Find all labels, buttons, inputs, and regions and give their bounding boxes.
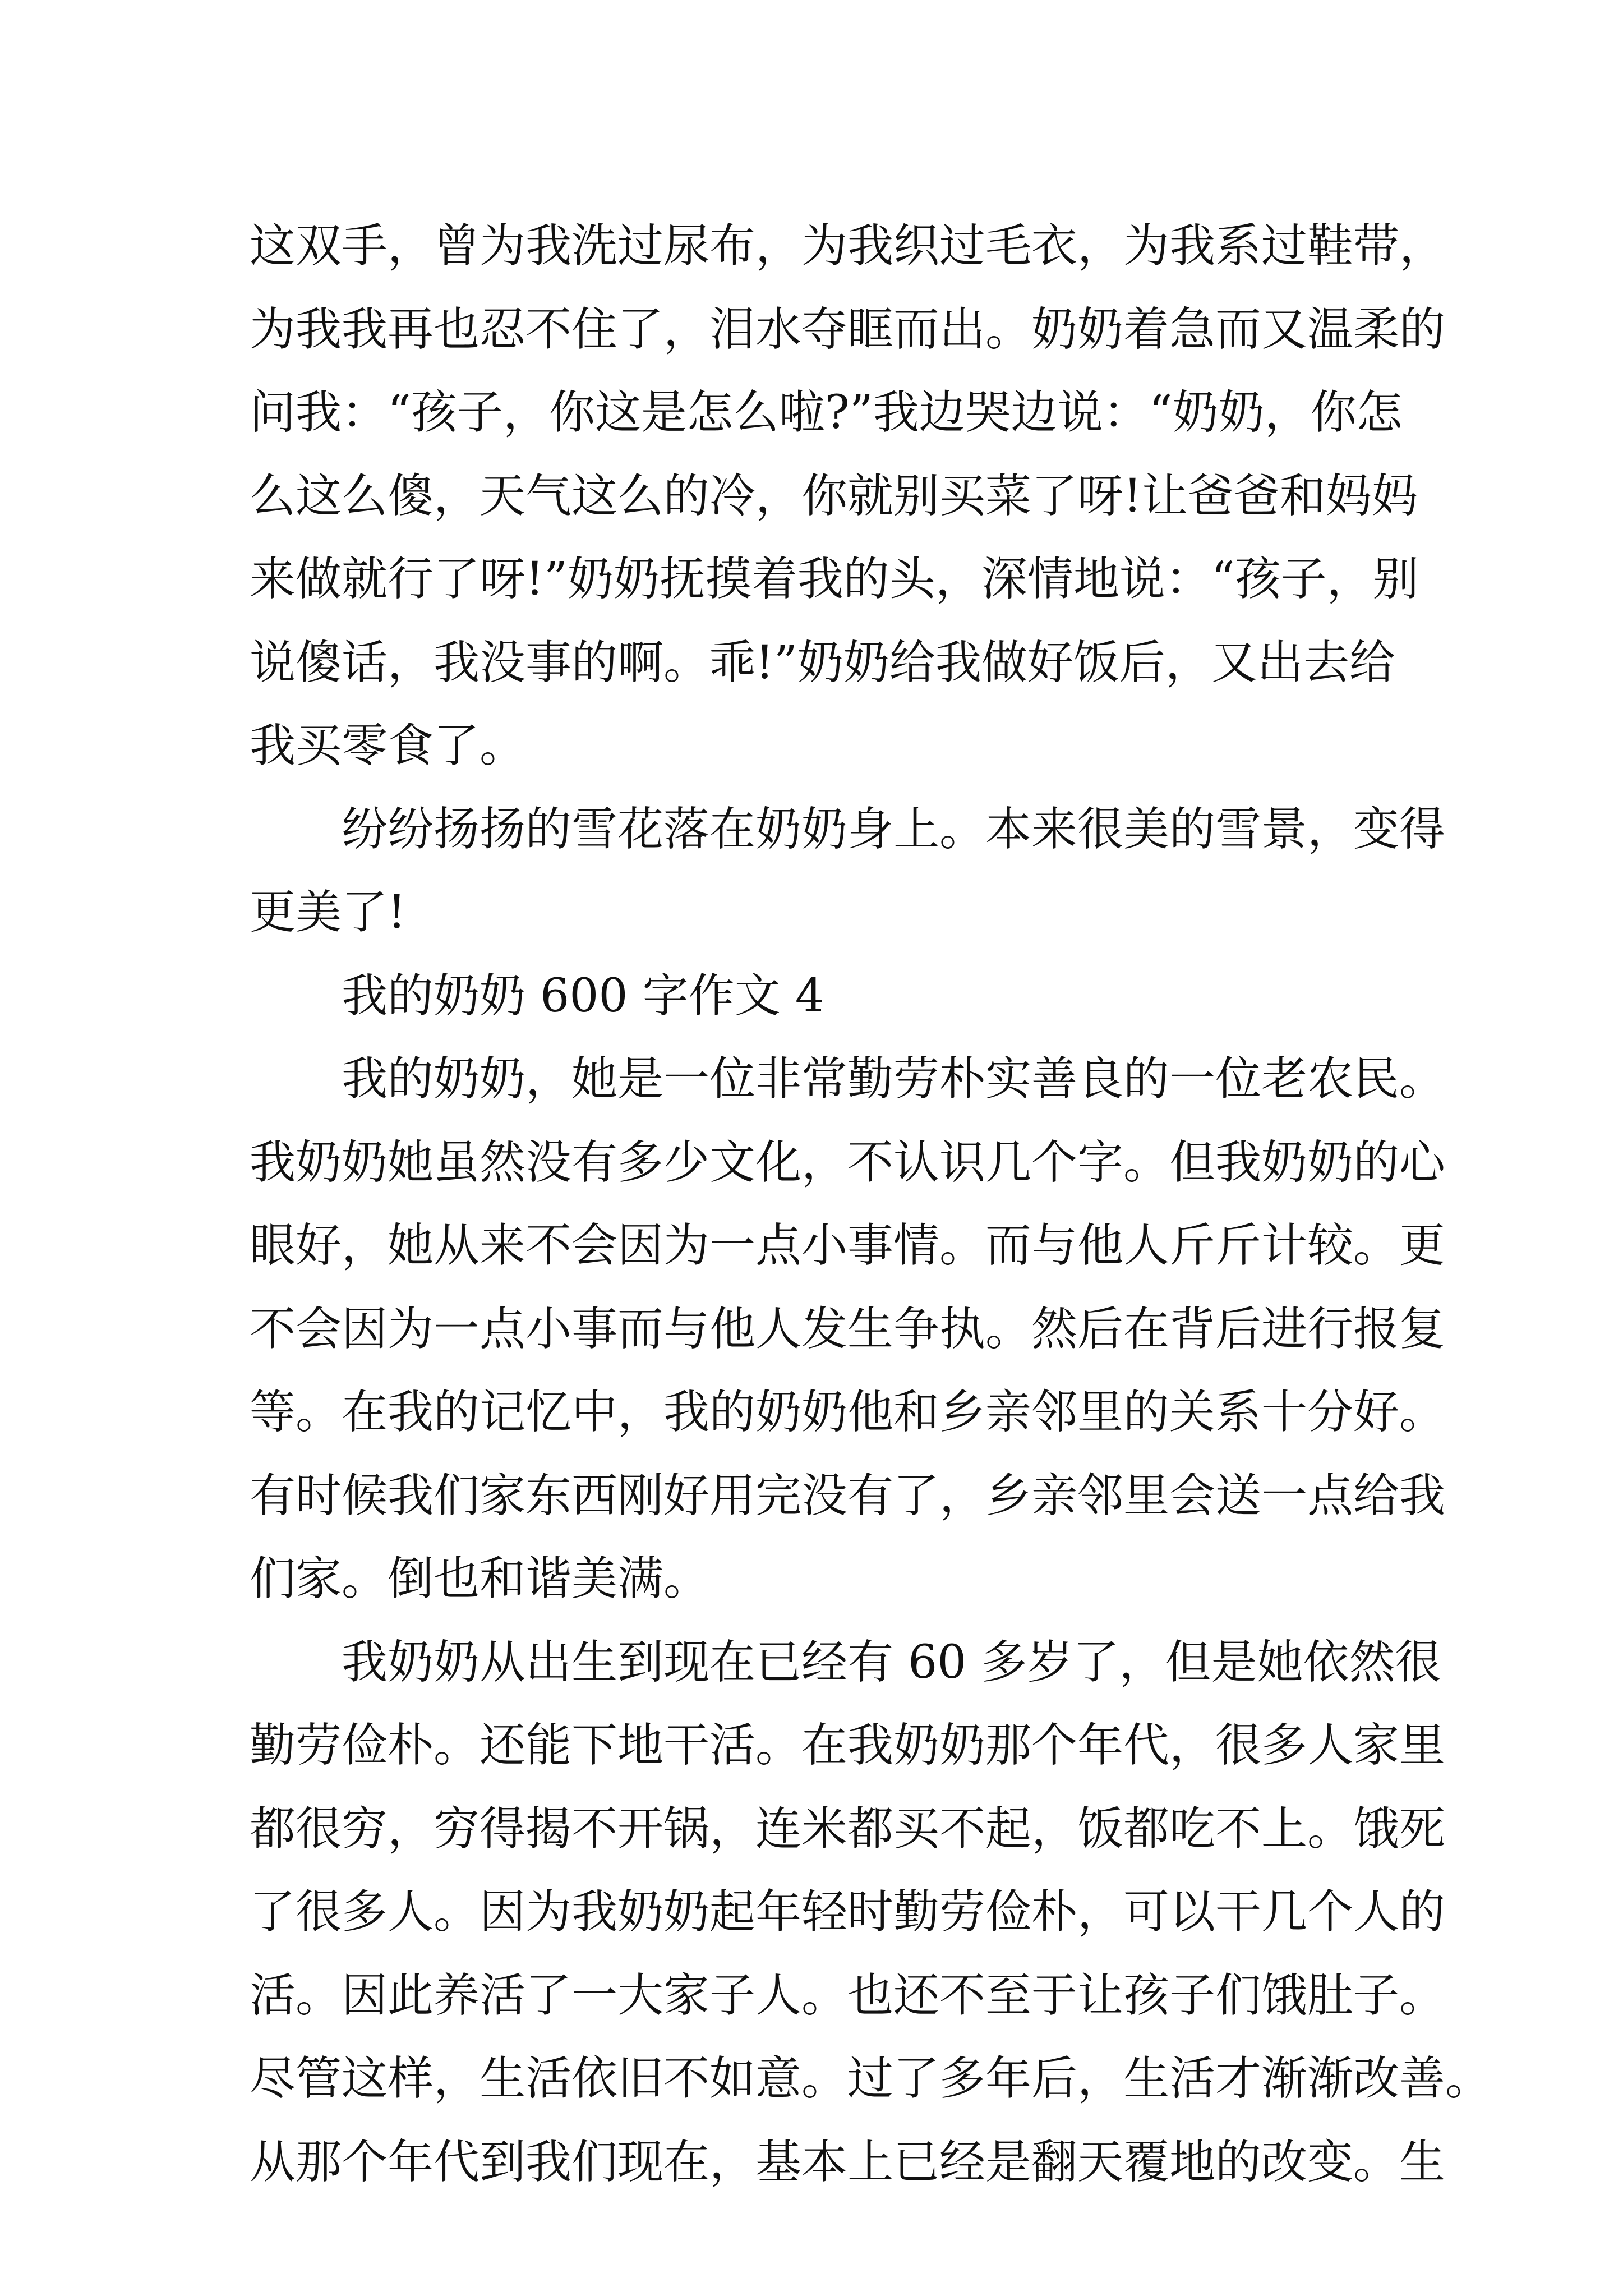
text-line: 我买零食了。 [250, 719, 526, 772]
text-line: 来做就行了呀!”奶奶抚摸着我的头，深情地说：“孩子，别 [250, 553, 1419, 606]
text-line: 等。在我的记忆中，我的奶奶他和乡亲邻里的关系十分好。 [250, 1386, 1446, 1439]
text-line: 说傻话，我没事的啊。乖!”奶奶给我做好饭后，又出去给 [250, 636, 1395, 689]
text-line: 我奶奶从出生到现在已经有 60 多岁了，但是她依然很 [342, 1635, 1441, 1689]
text-line: 活。因此养活了一大家子人。也还不至于让孩子们饿肚子。 [250, 1968, 1446, 2022]
text-line: 我的奶奶，她是一位非常勤劳朴实善良的一位老农民。 [342, 1052, 1446, 1106]
text-line: 了很多人。因为我奶奶起年轻时勤劳俭朴，可以干几个人的 [250, 1885, 1446, 1939]
text-line: 勤劳俭朴。还能下地干活。在我奶奶那个年代，很多人家里 [250, 1719, 1446, 1772]
text-line: 从那个年代到我们现在，基本上已经是翻天覆地的改变。生 [250, 2135, 1446, 2189]
document-page [250, 205, 1492, 2204]
text-line: 问我：“孩子，你这是怎么啦?”我边哭边说：“奶奶，你怎 [250, 386, 1403, 439]
section-heading: 我的奶奶 600 字作文 4 [342, 969, 824, 1023]
text-line: 有时候我们家东西刚好用完没有了，乡亲邻里会送一点给我 [250, 1469, 1446, 1522]
text-line: 我奶奶她虽然没有多少文化，不认识几个字。但我奶奶的心 [250, 1135, 1446, 1189]
text-line: 为我我再也忍不住了，泪水夺眶而出。奶奶着急而又温柔的 [250, 302, 1446, 356]
text-line: 尽管这样，生活依旧不如意。过了多年后，生活才渐渐改善。 [250, 2052, 1492, 2105]
text-line: 眼好，她从来不会因为一点小事情。而与他人斤斤计较。更 [250, 1219, 1446, 1272]
text-line: 不会因为一点小事而与他人发生争执。然后在背后进行报复 [250, 1302, 1446, 1356]
text-line: 都很穷，穷得揭不开锅，连米都买不起，饭都吃不上。饿死 [250, 1802, 1446, 1856]
text-line: 们家。倒也和谐美满。 [250, 1552, 710, 1605]
text-line: 么这么傻，天气这么的冷，你就别买菜了呀!让爸爸和妈妈 [250, 469, 1418, 523]
text-line: 更美了! [250, 886, 406, 939]
text-line: 纷纷扬扬的雪花落在奶奶身上。本来很美的雪景，变得 [342, 802, 1446, 856]
text-line: 这双手，曾为我洗过尿布，为我织过毛衣，为我系过鞋带， [250, 219, 1446, 273]
